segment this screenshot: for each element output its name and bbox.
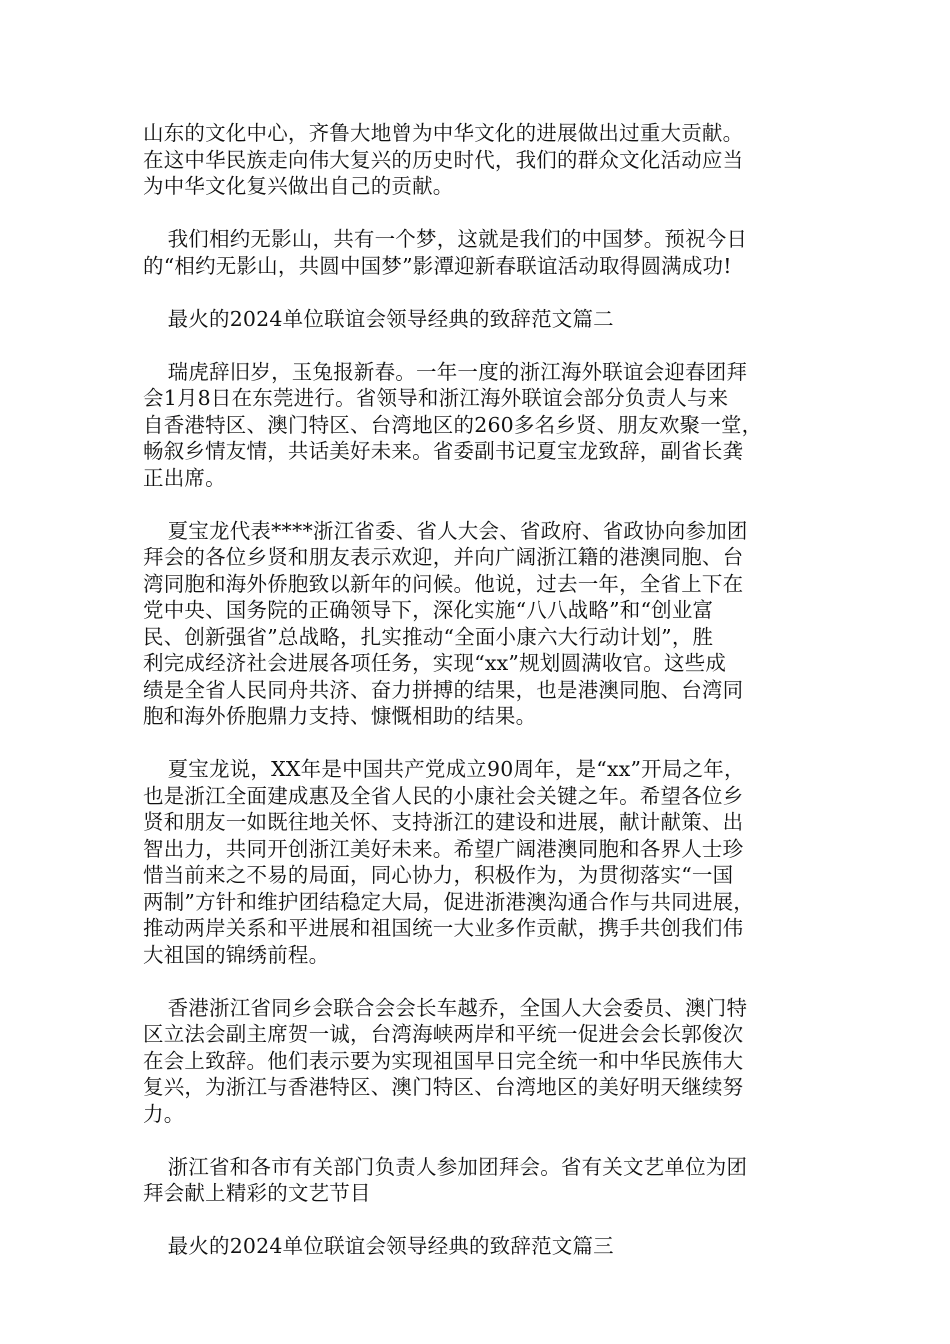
heading-text: 最火的2024单位联谊会领导经典的致辞范文篇二: [167, 306, 614, 331]
paragraph: [143, 518, 823, 730]
text-line: 的“相约无影山，共圆中国梦”影潭迎新春联谊活动取得圆满成功!: [143, 253, 732, 278]
text-line: 也是浙江全面建成惠及全省人民的小康社会关键之年。希望各位乡: [143, 783, 744, 808]
text-line: 夏宝龙代表****浙江省委、省人大会、省政府、省政协向参加团: [167, 518, 748, 543]
text-line: 山东的文化中心，齐鲁大地曾为中华文化的进展做出过重大贡献。: [143, 121, 744, 145]
text-line: 湾同胞和海外侨胞致以新年的问候。他说，过去一年，全省上下在: [143, 571, 744, 596]
text-line: 两制”方针和维护团结稳定大局，促进浙港澳沟通合作与共同进展，: [143, 889, 754, 914]
text-line: 推动两岸关系和平进展和祖国统一大业多作贡献，携手共创我们伟: [143, 916, 744, 940]
text-line: 正出席。: [143, 465, 226, 490]
text-line: 会1月8日在东莞进行。省领导和浙江海外联谊会部分负责人与来: [143, 386, 729, 410]
section-heading: [143, 1233, 823, 1260]
text-line: 畅叙乡情友情，共话美好未来。省委副书记夏宝龙致辞，副省长龚: [143, 439, 744, 463]
text-line: 区立法会副主席贺一诚，台湾海峡两岸和平统一促进会会长郭俊次: [143, 1022, 744, 1046]
text-line: 在会上致辞。他们表示要为实现祖国早日完全统一和中华民族伟大: [143, 1048, 744, 1073]
text-line: 夏宝龙说，XX年是中国共产党成立90周年，是“xx”开局之年，: [167, 757, 745, 781]
text-line: 复兴，为浙江与香港特区、澳门特区、台湾地区的美好明天继续努: [143, 1075, 744, 1099]
text-line: 瑞虎辞旧岁，玉兔报新春。一年一度的浙江海外联谊会迎春团拜: [167, 359, 748, 384]
heading-text: 最火的2024单位联谊会领导经典的致辞范文篇三: [167, 1234, 614, 1258]
text-line: 大祖国的锦绣前程。: [143, 942, 330, 967]
text-line: 利完成经济社会进展各项任务，实现“xx”规划圆满收官。这些成: [143, 651, 727, 675]
text-line: 香港浙江省同乡会联合会会长车越乔，全国人大会委员、澳门特: [167, 995, 748, 1020]
paragraph: [143, 1154, 823, 1207]
section-heading: [143, 306, 823, 333]
text-line: 为中华文化复兴做出自己的贡献。: [143, 174, 454, 198]
paragraph: [143, 995, 823, 1128]
text-line: 民、创新强省”总战略，扎实推动“全面小康六大行动计划”，胜: [143, 624, 714, 649]
text-line: 贤和朋友一如既往地关怀、支持浙江的建设和进展，献计献策、出: [143, 810, 744, 834]
text-line: 拜会献上精彩的文艺节目: [143, 1181, 371, 1205]
paragraph-continuation: [143, 120, 823, 200]
text-line: 拜会的各位乡贤和朋友表示欢迎，并向广阔浙江籍的港澳同胞、台: [143, 545, 744, 569]
paragraph: [143, 359, 823, 492]
text-line: 惜当前来之不易的局面，同心协力，积极作为，为贯彻落实“一国: [143, 863, 734, 887]
text-line: 党中央、国务院的正确领导下，深化实施“八八战略”和“创业富: [143, 598, 714, 622]
text-line: 胞和海外侨胞鼎力支持、慷慨相助的结果。: [143, 704, 537, 728]
paragraph: [143, 226, 823, 279]
document-page: [143, 120, 823, 1286]
text-line: 我们相约无影山，共有一个梦，这就是我们的中国梦。预祝今日: [167, 227, 748, 251]
text-line: 力。: [143, 1101, 185, 1126]
text-line: 在这中华民族走向伟大复兴的历史时代，我们的群众文化活动应当: [143, 147, 744, 172]
text-line: 浙江省和各市有关部门负责人参加团拜会。省有关文艺单位为团: [167, 1154, 748, 1179]
text-line: 智出力，共同开创浙江美好未来。希望广阔港澳同胞和各界人士珍: [143, 836, 744, 861]
text-line: 绩是全省人民同舟共济、奋力拼搏的结果，也是港澳同胞、台湾同: [143, 677, 744, 702]
paragraph: [143, 756, 823, 968]
text-line: 自香港特区、澳门特区、台湾地区的260多名乡贤、朋友欢聚一堂，: [143, 412, 763, 437]
